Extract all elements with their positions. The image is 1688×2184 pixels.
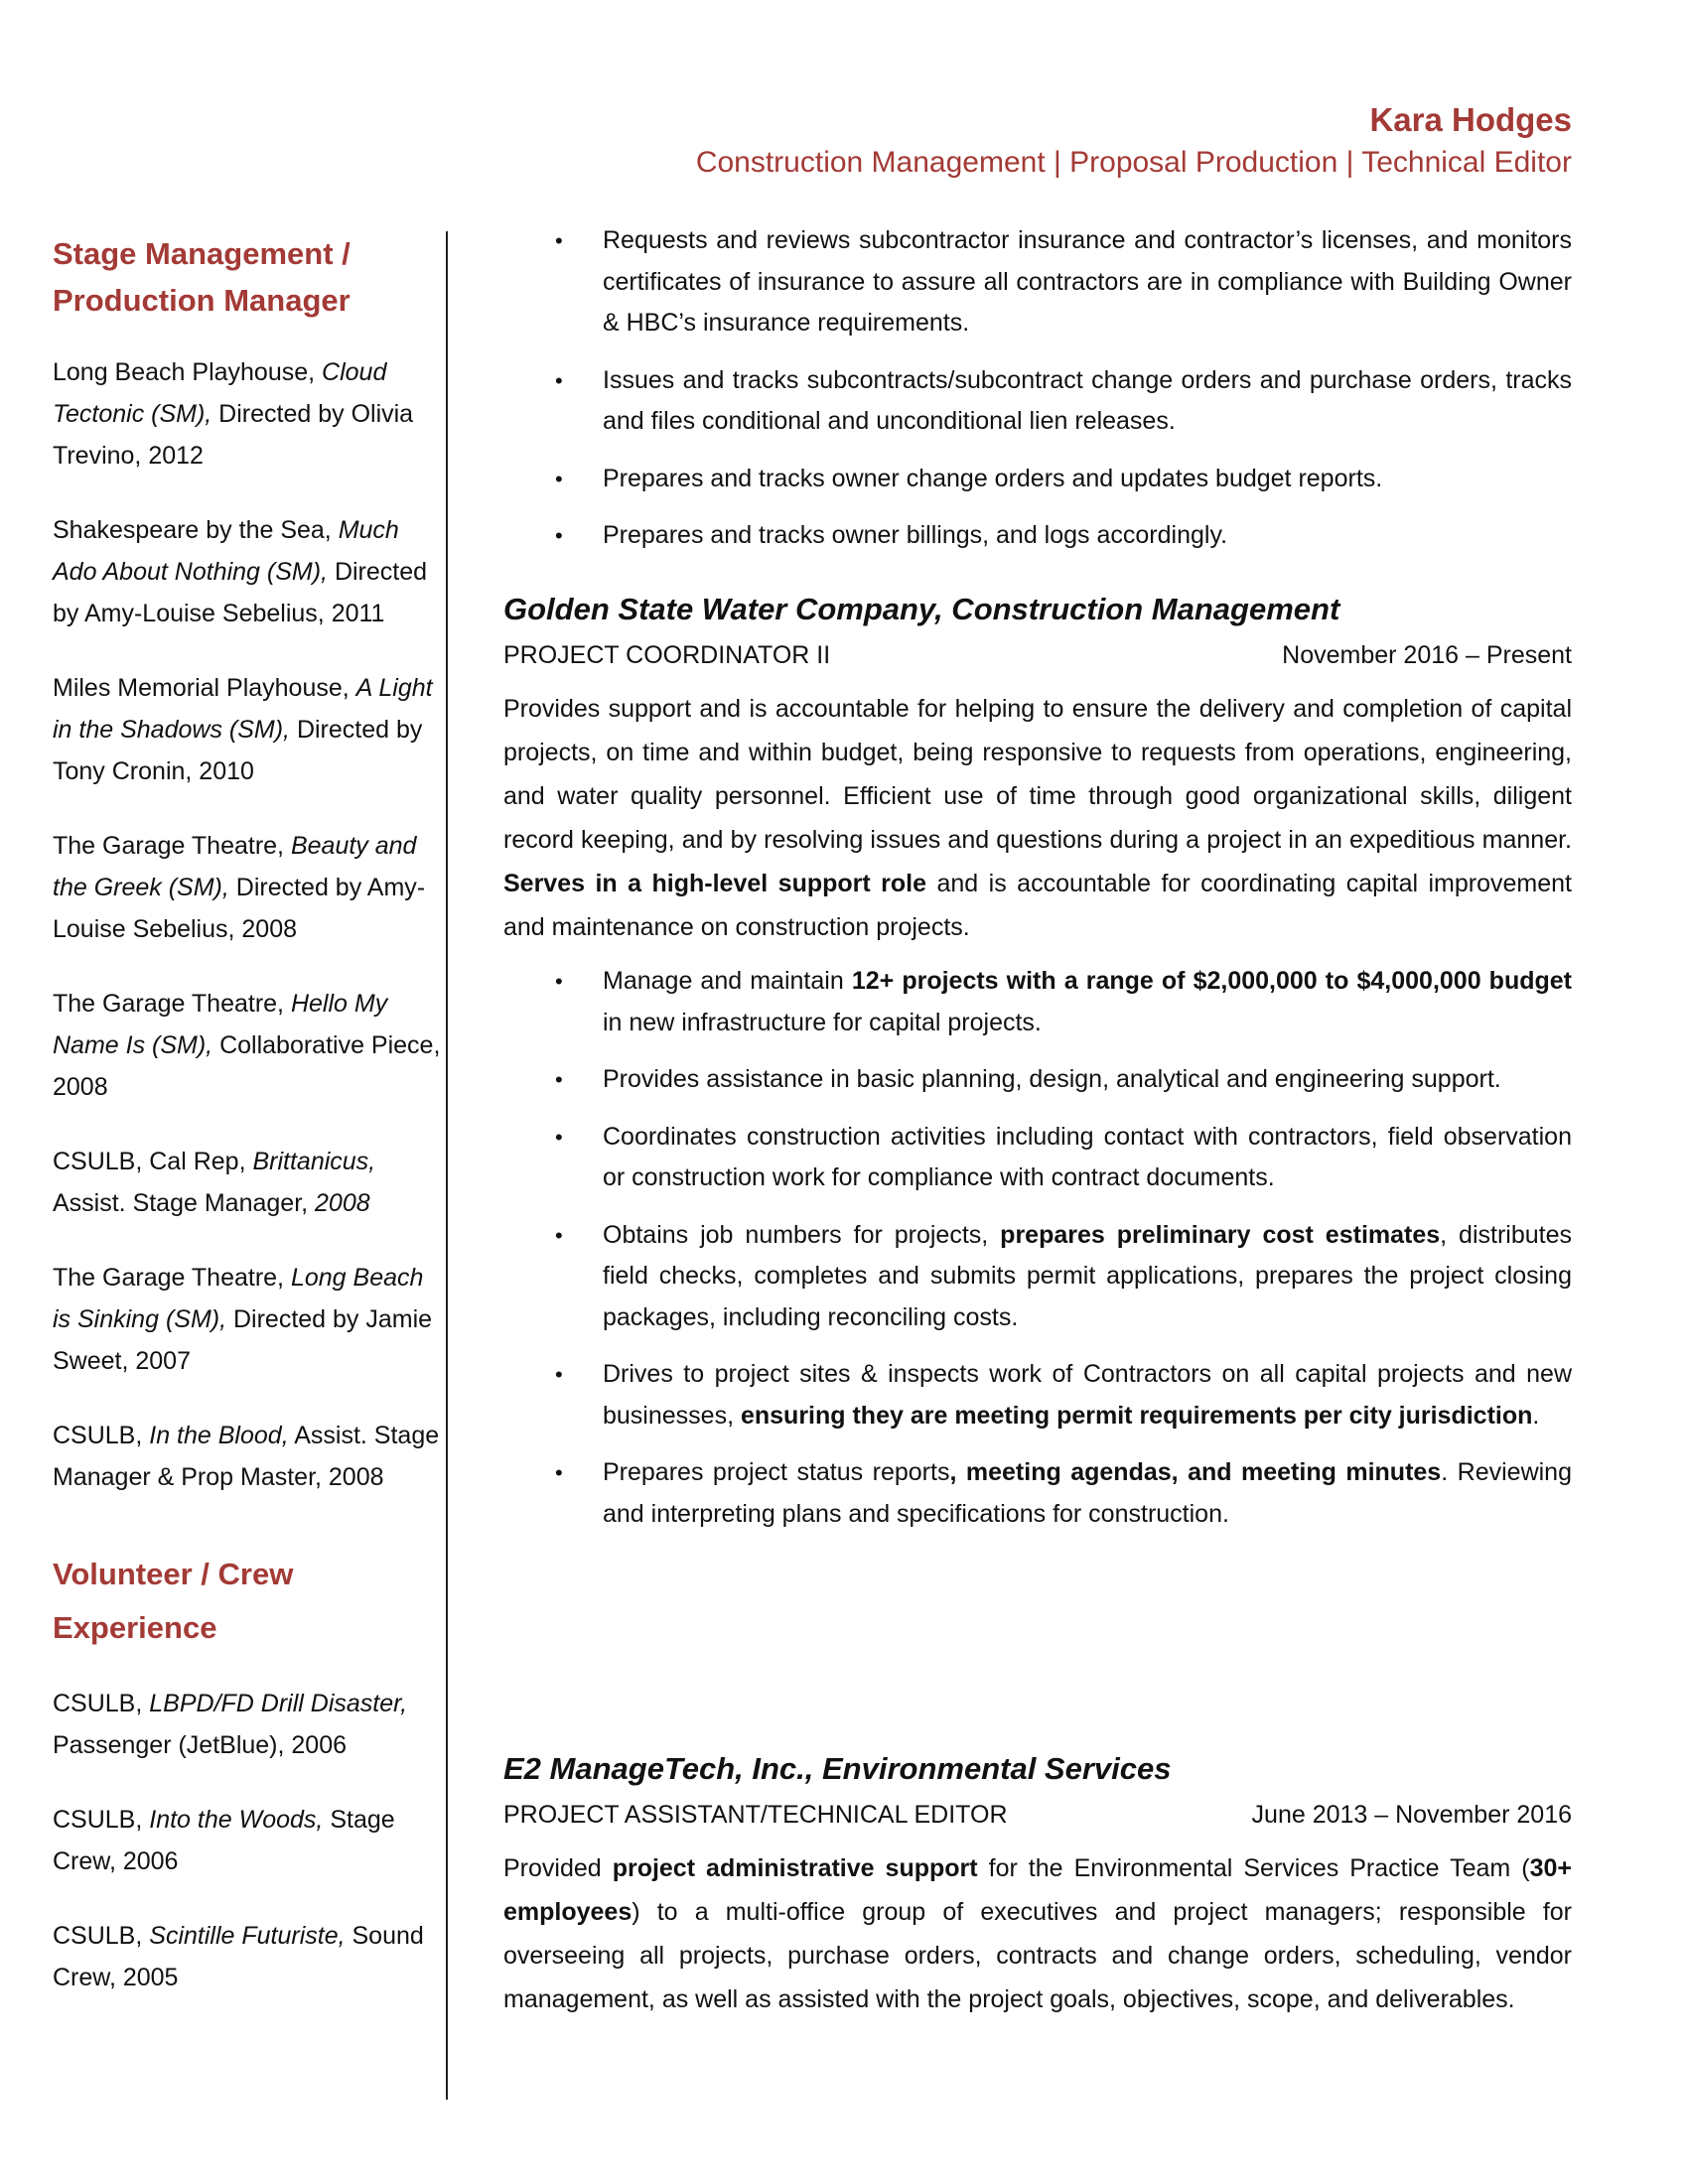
text-segment: and is accountable for coordinating capital improvement and maintenance on construction projects. [503, 870, 1572, 941]
text-segment: , distributes field checks, completes and submits permit applications, prepares the project closing packages, including reconciling costs. [603, 1220, 1572, 1331]
bold-text: Serves in a high-level support role [503, 870, 927, 897]
italic-title: Beauty and the Greek (SM), [53, 832, 417, 901]
text-segment: Manage and maintain [603, 967, 852, 995]
candidate-name: Kara Hodges [1369, 101, 1572, 138]
text-segment: ) to a multi-office group of executives and project managers; responsible for overseeing all projects, purchase orders, contracts and change orders, scheduling, vendor management, as well as assisted with the project goals, objectives, scope, and deliverables. [503, 1898, 1572, 2013]
credit-item [53, 351, 445, 477]
text-segment: Issues and tracks subcontracts/subcontract change orders and purchase orders, tracks and files conditional and unconditional lien releases. [603, 365, 1572, 435]
job-dates: June 2013 – November 2016 [1251, 1801, 1572, 1829]
text-segment: . Reviewing and interpreting plans and specifications for construction. [603, 1458, 1572, 1528]
text-segment: Sound Crew, 2005 [53, 1922, 424, 1991]
job-e2-managetech [503, 1749, 1572, 2021]
text-segment: Shakespeare by the Sea, [53, 516, 339, 544]
column-divider [446, 231, 448, 2100]
credit-item [53, 509, 445, 634]
text-segment: Prepares and tracks owner billings, and logs accordingly. [603, 521, 1228, 549]
bullet-icon: • [555, 969, 563, 994]
text-segment: CSULB, [53, 1422, 150, 1449]
text-segment: in new infrastructure for capital projects. [603, 1008, 1042, 1036]
text-segment: Long Beach Playhouse, [53, 358, 323, 386]
bullet-item [503, 1452, 1572, 1535]
bold-text: 12+ projects with a range of $2,000,000 to $4,000,000 budget [851, 967, 1572, 995]
text-segment: Coordinates construction activities including contact with contractors, field observation or construction work for compliance with contract documents. [603, 1122, 1572, 1191]
text-segment: Directed by Jamie Sweet, 2007 [53, 1305, 433, 1375]
bullet-item [503, 1059, 1572, 1101]
text-segment: CSULB, [53, 1922, 150, 1950]
text-segment: . [1532, 1401, 1540, 1430]
bullet-item [503, 360, 1572, 443]
text-segment: The Garage Theatre, [53, 990, 291, 1018]
text-segment: for the Environmental Services Practice Team ( [977, 1854, 1530, 1882]
company-name: Golden State Water Company, Construction Management [503, 592, 1340, 626]
job-title: PROJECT ASSISTANT/TECHNICAL EDITOR [503, 1801, 1008, 1829]
bullet-icon: • [555, 523, 563, 548]
bullet-icon: • [555, 1460, 563, 1485]
credit-item [53, 667, 445, 792]
job-summary [503, 687, 1572, 949]
bullet-list [503, 220, 1572, 557]
text-segment: Directed by Tony Cronin, 2010 [53, 716, 423, 785]
text-segment: Assist. Stage Manager, [53, 1189, 316, 1217]
bullet-item [503, 220, 1572, 344]
text-segment: Directed by Amy-Louise Sebelius, 2008 [53, 874, 426, 943]
text-segment: Directed by Olivia Trevino, 2012 [53, 400, 414, 470]
bold-text: project administrative support [612, 1854, 978, 1882]
bullet-icon: • [555, 1222, 563, 1248]
text-segment: Miles Memorial Playhouse, [53, 674, 356, 702]
italic-title: In the Blood, [149, 1422, 289, 1449]
credit-item [53, 1799, 445, 1882]
text-segment: CSULB, Cal Rep, [53, 1148, 253, 1175]
professional-tagline: Construction Management | Proposal Production | Technical Editor [695, 146, 1572, 179]
job-summary [503, 1846, 1572, 2021]
bullet-icon: • [555, 1362, 563, 1387]
text-segment: Obtains job numbers for projects, [603, 1220, 1001, 1249]
bold-text: ensuring they are meeting permit requirements per city jurisdiction [740, 1401, 1533, 1430]
text-segment: Prepares project status reports [603, 1458, 950, 1486]
bullet-icon: • [555, 1067, 563, 1092]
volunteer-heading: Volunteer / Crew Experience [53, 1557, 294, 1645]
job-golden-state [503, 590, 1572, 1551]
bold-text: , meeting agendas, and meeting minutes [949, 1458, 1442, 1486]
text-segment: CSULB, [53, 1806, 150, 1834]
bold-text: prepares preliminary cost estimates [1000, 1220, 1441, 1249]
italic-title: Brittanicus, [252, 1148, 376, 1175]
stage-management-heading: Stage Management / Production Manager [53, 236, 351, 318]
text-segment: Provides assistance in basic planning, design, analytical and engineering support. [603, 1065, 1501, 1093]
bullet-item [503, 459, 1572, 500]
job-title: PROJECT COORDINATOR II [503, 641, 831, 669]
text-segment: Provided [503, 1854, 613, 1882]
text-segment: Requests and reviews subcontractor insurance and contractor’s licenses, and monitors certificates of insurance to assure all contractors are in compliance with Building Owner & HBC’s insurance requirements. [603, 226, 1572, 337]
credit-item [53, 1683, 445, 1766]
job-role-row [503, 1795, 1572, 1835]
text-segment: Drives to project sites & inspects work of Contractors on all capital projects and new businesses, [603, 1360, 1572, 1430]
bullet-icon: • [555, 466, 563, 491]
text-segment: Prepares and tracks owner change orders and updates budget reports. [603, 464, 1383, 492]
italic-title: Into the Woods, [149, 1806, 324, 1834]
bullet-item [503, 1354, 1572, 1436]
company-name: E2 ManageTech, Inc., Environmental Services [503, 1751, 1172, 1786]
italic-title: Cloud Tectonic (SM), [53, 358, 387, 428]
text-segment: The Garage Theatre, [53, 1264, 291, 1292]
italic-title: Scintille Futuriste, [149, 1922, 346, 1950]
text-segment: The Garage Theatre, [53, 832, 291, 860]
bullet-item [503, 1215, 1572, 1339]
bullet-icon: • [555, 228, 563, 253]
bullet-item [503, 1117, 1572, 1199]
previous-job-bullets [503, 220, 1572, 573]
bold-text: 30+ employees [503, 1854, 1572, 1926]
credit-item [53, 1915, 445, 1998]
bullet-icon: • [555, 1124, 563, 1150]
volunteer-credits-list [53, 1683, 445, 1998]
job-dates: November 2016 – Present [1282, 641, 1572, 669]
italic-title: Long Beach is Sinking (SM), [53, 1264, 424, 1333]
italic-title: LBPD/FD Drill Disaster, [149, 1690, 408, 1717]
italic-title: 2008 [315, 1189, 370, 1217]
text-segment: Passenger (JetBlue), 2006 [53, 1731, 348, 1759]
italic-title: Hello My Name Is (SM), [53, 990, 388, 1059]
text-segment: Directed by Amy-Louise Sebelius, 2011 [53, 558, 428, 627]
credit-item [53, 825, 445, 950]
text-segment: Stage Crew, 2006 [53, 1806, 395, 1875]
text-segment: CSULB, [53, 1690, 150, 1717]
job-role-row [503, 635, 1572, 675]
credit-item [53, 1415, 445, 1498]
text-segment: Assist. Stage Manager & Prop Master, 2008 [53, 1422, 440, 1491]
credit-item [53, 1257, 445, 1382]
left-column [53, 230, 445, 2031]
italic-title: Much Ado About Nothing (SM), [53, 516, 399, 586]
credit-item [53, 983, 445, 1108]
bullet-item [503, 961, 1572, 1043]
italic-title: A Light in the Shadows (SM), [53, 674, 433, 744]
credit-item [53, 1141, 445, 1224]
bullet-item [503, 515, 1572, 557]
text-segment: Collaborative Piece, 2008 [53, 1031, 441, 1101]
bullet-icon: • [555, 367, 563, 393]
text-segment: Provides support and is accountable for helping to ensure the delivery and completion of capital projects, on time and within budget, being responsive to requests from operations, engineering, and water quality personnel. Efficient use of time through good organizational skills, diligent record keeping, and by resolving issues and questions during a project in an expeditious manner. [503, 695, 1572, 854]
bullet-list [503, 961, 1572, 1535]
stage-credits-list [53, 351, 445, 1498]
